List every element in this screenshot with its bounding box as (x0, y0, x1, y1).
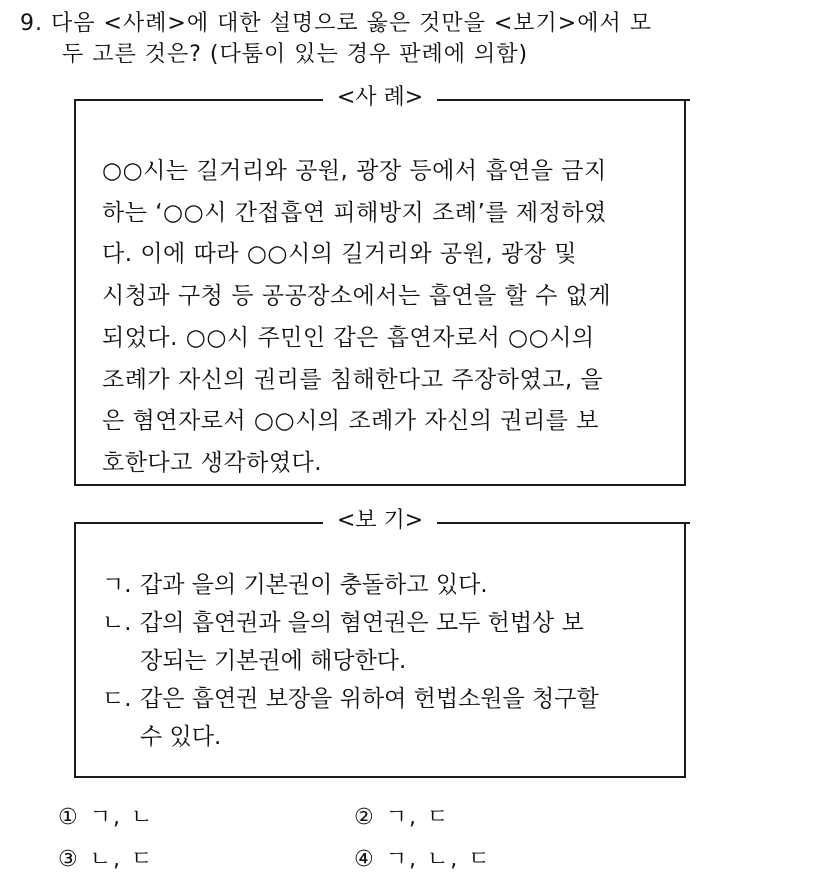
view-item-c (102, 680, 672, 756)
case-line: 호한다고 생각하였다. (102, 449, 323, 476)
choice-number: ④ (354, 847, 376, 872)
view-marker: ㄴ. (102, 610, 132, 636)
question-line-1 (20, 6, 652, 37)
choice-number: ② (354, 805, 376, 830)
choice-number: ① (58, 805, 80, 830)
view-marker: ㄷ. (102, 686, 132, 712)
case-line: 하는 ‘○○시 간접흡연 피해방지 조례’를 제정하였 (102, 199, 607, 226)
case-box-title (76, 84, 684, 112)
choice-number: ③ (58, 847, 80, 872)
view-item-body (140, 566, 488, 604)
view-item-line: 장되는 기본권에 해당한다. (140, 648, 407, 674)
view-box-title (76, 507, 684, 535)
case-line: ○○시는 길거리와 공원, 광장 등에서 흡연을 금지 (102, 158, 607, 184)
view-item-b (102, 604, 672, 680)
view-item-line: 갑과 을의 기본권이 충돌하고 있다. (140, 572, 488, 598)
choice-text: ㄴ, ㄷ (89, 847, 155, 872)
view-item-line: 수 있다. (140, 724, 222, 750)
view-item-body (140, 680, 599, 756)
case-text (102, 151, 668, 485)
view-marker: ㄱ. (102, 572, 132, 598)
view-box (74, 508, 686, 778)
choice-text: ㄱ, ㄷ (385, 805, 451, 830)
choice-3[interactable] (58, 842, 154, 873)
choice-4[interactable] (354, 842, 491, 873)
question-number: 9. (20, 11, 43, 36)
case-line: 은 혐연자로서 ○○시의 조례가 자신의 권리를 보 (102, 408, 599, 435)
question-text-1: 다음 <사례>에 대한 설명으로 옳은 것만을 <보기>에서 모 (51, 11, 652, 36)
view-item-line: 갑의 흡연권과 을의 혐연권은 모두 헌법상 보 (140, 610, 584, 636)
case-line: 다. 이에 따라 ○○시의 길거리와 공원, 광장 및 (102, 241, 577, 268)
view-item-body (140, 604, 584, 680)
view-box-title-text: <보 기> (323, 508, 437, 533)
view-item-a (102, 566, 672, 604)
case-line: 조례가 자신의 권리를 침해한다고 주장하였고, 을 (102, 366, 604, 393)
case-box-title-text: <사 례> (323, 85, 437, 110)
case-line: 되었다. ○○시 주민인 갑은 흡연자로서 ○○시의 (102, 324, 595, 351)
question-line-2: 두 고른 것은? (다툼이 있는 경우 판례에 의함) (62, 42, 529, 67)
case-box (74, 85, 686, 486)
choice-text: ㄱ, ㄴ, ㄷ (385, 847, 492, 872)
view-list (102, 566, 672, 756)
view-item-line: 갑은 흡연권 보장을 위하여 헌법소원을 청구할 (140, 686, 599, 712)
choice-1[interactable] (58, 800, 154, 831)
case-line: 시청과 구청 등 공공장소에서는 흡연을 할 수 없게 (102, 283, 612, 310)
choice-text: ㄱ, ㄴ (89, 805, 155, 830)
choice-2[interactable] (354, 800, 450, 831)
